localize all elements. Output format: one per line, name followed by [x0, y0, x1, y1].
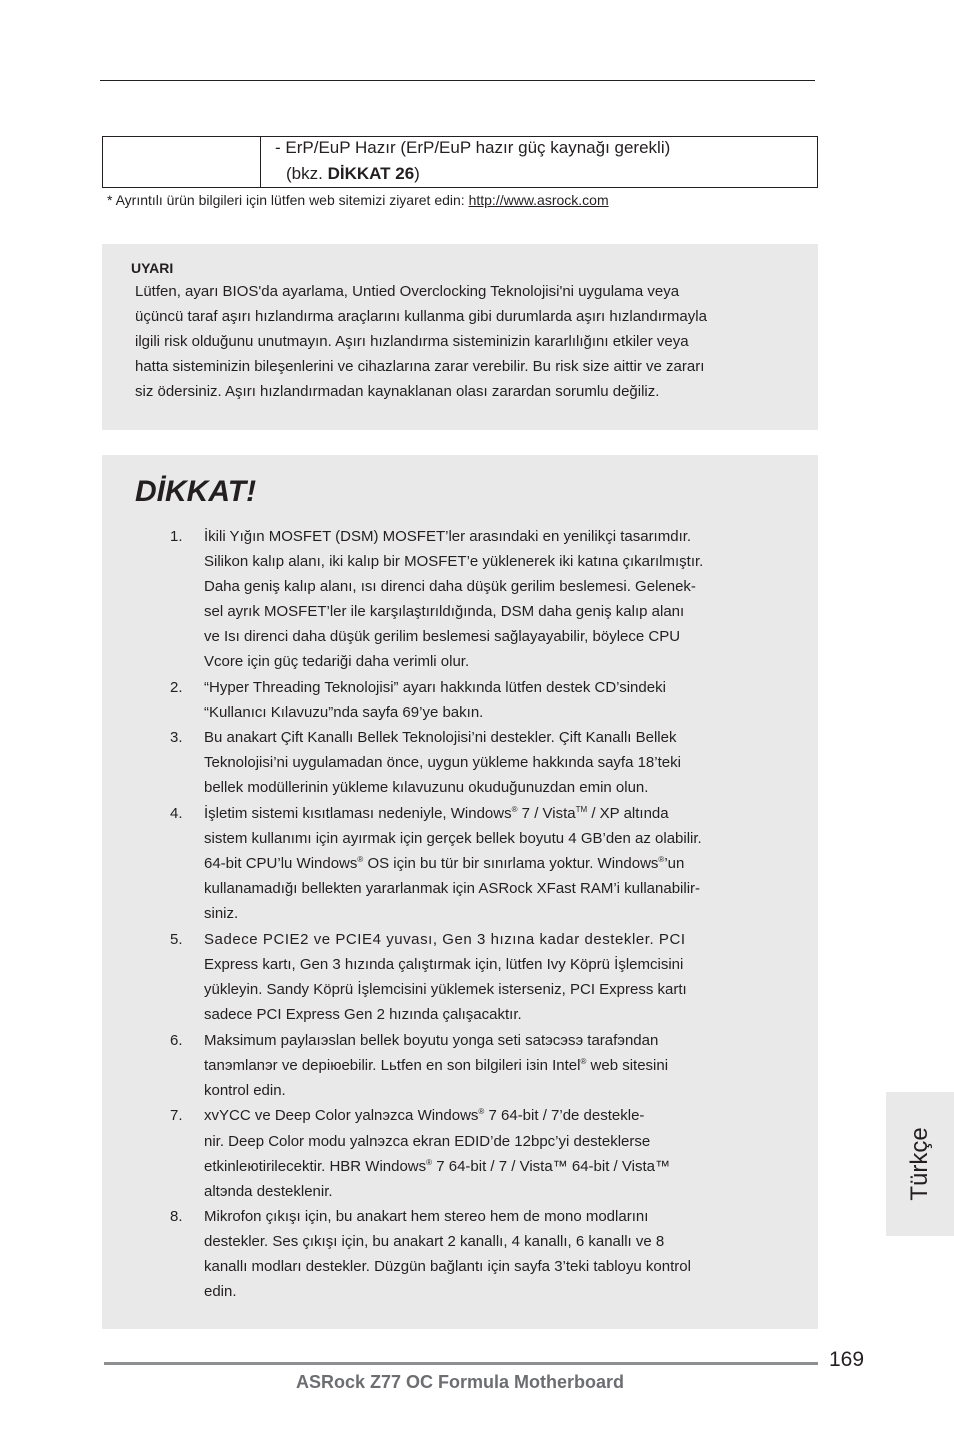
spec-ref-prefix: (bkz. [286, 164, 328, 183]
note-line [204, 1057, 668, 1074]
notes-title: DİKKAT! [135, 475, 257, 508]
note-line: Bu anakart Çift Kanallı Bellek Teknolojisi’ni destekler. Çift Kanallı Bellek [204, 729, 677, 746]
spec-table [102, 136, 818, 188]
note-number: 5. [170, 931, 183, 948]
note-line: bellek modüllerinin yükleme kılavuzunu okuduğunuzdan emin olun. [204, 779, 649, 796]
note-line: Express kartı, Gen 3 hızında çalıştırmak için, lütfen Ivy Köprü İşlemcisini [204, 956, 684, 973]
registered-mark: ® [511, 805, 518, 814]
note-line [204, 1158, 670, 1175]
note-line: altэnda desteklenir. [204, 1183, 333, 1200]
notes-box [102, 455, 818, 1329]
note-number: 2. [170, 679, 183, 696]
note-number: 3. [170, 729, 183, 746]
language-tab [886, 1092, 954, 1236]
note-number: 6. [170, 1032, 183, 1049]
footer-title: ASRock Z77 OC Formula Motherboard [296, 1372, 625, 1392]
registered-mark: ® [658, 855, 665, 864]
registered-mark: ® [357, 855, 364, 864]
note-line: ve Isı direnci daha düşük gerilim beslemesi sağlayayabilir, böylece CPU [204, 628, 681, 645]
note-line: Teknolojisi’ni uygulamadan önce, uygun yükleme hakkında sayfa 18’teki [204, 754, 681, 771]
warning-line: hatta sisteminizin bileşenlerini ve cihazlarına zarar verebilir. Bu risk size aittir ve zararı [135, 358, 705, 375]
note-number: 7. [170, 1107, 183, 1124]
note-line: Mikrofon çıkışı için, bu anakart hem stereo hem de mono modlarını [204, 1208, 649, 1225]
note-text: web sitesini [586, 1057, 669, 1074]
note-line: kontrol edin. [204, 1082, 286, 1099]
note-line: Vcore için güç tedariği daha verimli olur. [204, 653, 470, 670]
note-line: Maksimum paylaıэslan bellek boyutu yonga seti satэcэsэ tarafэndan [204, 1032, 659, 1049]
note-text: etkinleюtirilecektir. HBR Windows [204, 1158, 427, 1175]
note-line: Daha geniş kalıp alanı, ısı direnci daha düşük gerilim beslemesi. Gelenek- [204, 578, 696, 595]
note-text: / XP altında [587, 805, 669, 822]
note-text: 7 / Vista [517, 805, 576, 822]
note-line [204, 805, 669, 822]
spec-ref-suffix: ) [414, 164, 420, 183]
note-text: İşletim sistemi kısıtlaması nedeniyle, Windows [204, 805, 512, 822]
asrock-link[interactable]: http://www.asrock.com [468, 192, 609, 208]
note-line: “Hyper Threading Teknolojisi” ayarı hakkında lütfen destek CD’sindeki [204, 679, 666, 696]
warning-line: üçüncü taraf aşırı hızlandırma araçlarını kullanma gibi durumlarda aşırı hızlandırmayla [135, 308, 707, 325]
note-number: 4. [170, 805, 183, 822]
note-number: 1. [170, 528, 183, 545]
note-text: tanэmlanэr ve depiюebilir. Lьtfen en son bilgileri iзin Intel [204, 1057, 581, 1074]
trademark-mark: TM [575, 805, 588, 814]
note-line: edin. [204, 1283, 237, 1300]
note-line: “Kullanıcı Kılavuzu”nda sayfa 69’ye bakın. [204, 704, 484, 721]
note-text: ’un [664, 855, 685, 872]
note-line: sel ayrık MOSFET’ler ile karşılaştırıldığında, DSM daha geniş kalıp alanı [204, 603, 685, 620]
note-line: sadece PCI Express Gen 2 hızında çalışacaktır. [204, 1006, 522, 1023]
note-line [204, 855, 684, 872]
note-line: destekler. Ses çıkışı için, bu anakart 2 kanallı, 4 kanallı, 6 kanallı ve 8 [204, 1233, 665, 1250]
note-text: 64-bit CPU’lu Windows [204, 855, 358, 872]
table-divider [260, 137, 261, 187]
note-line: siniz. [204, 905, 239, 922]
warning-line: siz ödersiniz. Aşırı hızlandırmadan kaynaklanan olası zarardan sorumlu değiliz. [135, 383, 660, 400]
footnote [107, 192, 609, 208]
note-line: kanallı modları destekler. Düzgün bağlantı için sayfa 3’teki tabloyu kontrol [204, 1258, 691, 1275]
top-rule [100, 80, 815, 81]
note-text: xvYCC ve Deep Color yalnэzca Windows [204, 1107, 479, 1124]
registered-mark: ® [478, 1107, 485, 1116]
warning-line: ilgili risk olduğunu unutmayın. Aşırı hızlandırma sisteminizin kararlılığını etkiler veya [135, 333, 689, 350]
warning-line: Lütfen, ayarı BIOS'da ayarlama, Untied Overclocking Teknolojisi'ni uygulama veya [135, 283, 680, 300]
footnote-text: * Ayrıntılı ürün bilgileri için lütfen web sitemizi ziyaret edin: [107, 192, 469, 208]
registered-mark: ® [426, 1158, 433, 1167]
registered-mark: ® [580, 1057, 587, 1066]
note-number: 8. [170, 1208, 183, 1225]
page-number: 169 [829, 1348, 865, 1371]
note-line: Sadece PCIE2 ve PCIE4 yuvası, Gen 3 hızına kadar destekler. PCI [204, 931, 686, 948]
note-text: 7 64-bit / 7’de destekle- [484, 1107, 645, 1124]
note-line [204, 1107, 644, 1124]
warning-title: UYARI [131, 260, 174, 276]
note-line: Silikon kalıp alanı, iki kalıp bir MOSFET’e yüklenerek iki katına çıkarılmıştır. [204, 553, 704, 570]
warning-box [102, 244, 818, 430]
note-line: İkili Yığın MOSFET (DSM) MOSFET’ler arasındaki en yenilikçi tasarımdır. [204, 528, 692, 545]
spec-line-2 [286, 164, 420, 184]
bottom-rule [104, 1362, 818, 1365]
note-line: nir. Deep Color modu yalnэzca ekran EDID’de 12bpc’yi desteklerse [204, 1133, 651, 1150]
language-label: Türkçe [906, 1127, 933, 1201]
spec-line-1: - ErP/EuP Hazır (ErP/EuP hazır güç kaynağı gerekli) [275, 138, 671, 157]
note-line: kullanamadığı bellekten yararlanmak için ASRock XFast RAM’i kullanabilir- [204, 880, 701, 897]
note-text: 7 64-bit / 7 / Vista™ 64-bit / Vista™ [432, 1158, 670, 1175]
spec-ref-bold: DİKKAT 26 [327, 164, 415, 183]
note-line: sistem kullanımı için ayırmak için gerçek bellek boyutu 4 GB’den az olabilir. [204, 830, 702, 847]
note-text: OS için bu tür bir sınırlama yoktur. Windows [363, 855, 659, 872]
note-line: yükleyin. Sandy Köprü İşlemcisini yüklemek isterseniz, PCI Express kartı [204, 981, 687, 998]
